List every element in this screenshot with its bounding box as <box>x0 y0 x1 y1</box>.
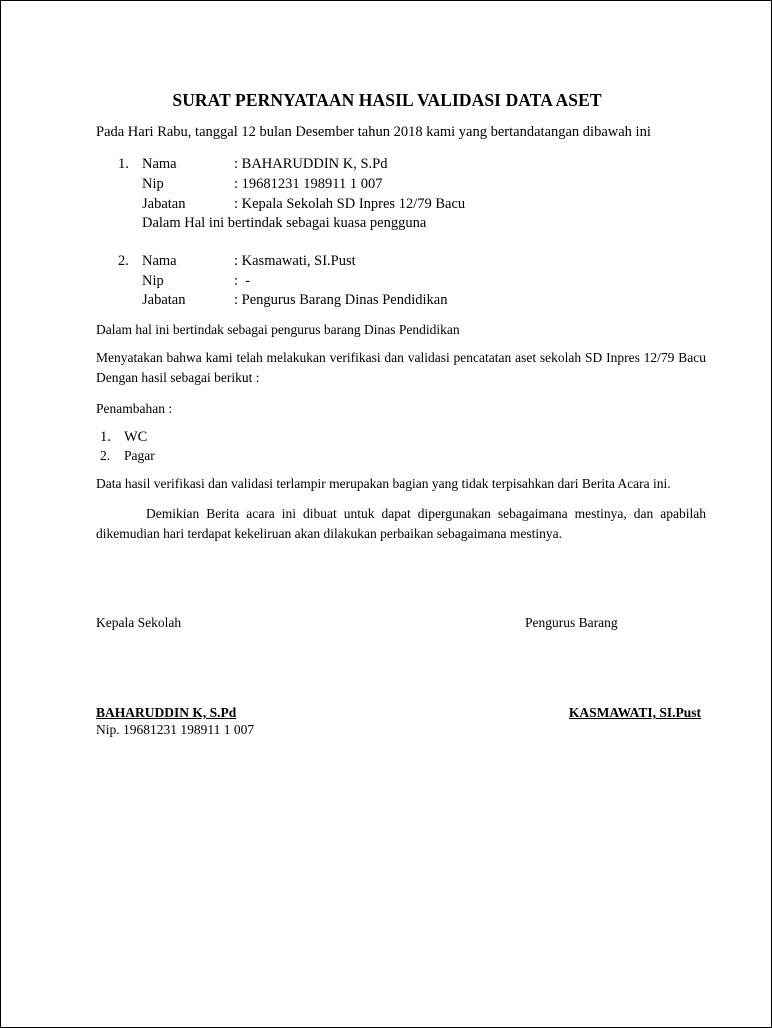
person-number: 1. <box>118 156 129 172</box>
additions-label: Penambahan : <box>96 401 173 416</box>
list-item: WC <box>124 429 148 445</box>
jabatan-label: Jabatan <box>142 292 186 308</box>
name-value: : Kasmawati, SI.Pust <box>234 253 356 269</box>
jabatan-value: : Kepala Sekolah SD Inpres 12/79 Bacu <box>234 196 466 212</box>
list-item-number: 1. <box>100 429 111 445</box>
closing-paragraph: Demikian Berita acara ini dibuat untuk dapat dipergunakan sebagaimana mestinya, dan apabilah dikemudian hari terdapat kekeliruan akan dilakukan perbaikan sebagaimana mestinya. <box>96 506 706 541</box>
left-signatory-nip: Nip. 19681231 198911 1 007 <box>96 722 255 737</box>
role-note-2: Dalam hal ini bertindak sebagai pengurus barang Dinas Pendidikan <box>96 322 460 337</box>
name-label: Nama <box>142 156 177 172</box>
list-item-number: 2. <box>100 448 111 463</box>
nip-label: Nip <box>142 176 164 192</box>
right-signatory-name: KASMAWATI, SI.Pust <box>568 705 701 720</box>
left-signatory-name: BAHARUDDIN K, S.Pd <box>96 705 237 720</box>
name-value: : BAHARUDDIN K, S.Pd <box>234 156 388 172</box>
nip-label: Nip <box>142 273 164 289</box>
right-signature-title: Pengurus Barang <box>525 615 618 630</box>
opening-sentence: Pada Hari Rabu, tanggal 12 bulan Desember tahun 2018 kami yang bertandatangan dibawah ini <box>96 124 651 140</box>
jabatan-label: Jabatan <box>142 196 186 212</box>
list-item: Pagar <box>124 448 155 463</box>
nip-value: : 19681231 198911 1 007 <box>234 176 383 192</box>
role-note: Dalam Hal ini bertindak sebagai kuasa pengguna <box>142 215 427 231</box>
data-note: Data hasil verifikasi dan validasi terlampir merupakan bagian yang tidak terpisahkan dari Berita Acara ini. <box>96 476 671 491</box>
left-signature-title: Kepala Sekolah <box>96 615 182 630</box>
person-number: 2. <box>118 253 129 269</box>
jabatan-value: : Pengurus Barang Dinas Pendidikan <box>234 292 448 308</box>
statement-paragraph: Menyatakan bahwa kami telah melakukan verifikasi dan validasi pencatatan aset sekolah SD Inpres 12/79 Bacu Dengan hasil sebagai berikut : <box>96 350 706 385</box>
document-title: SURAT PERNYATAAN HASIL VALIDASI DATA ASET <box>172 90 602 110</box>
nip-value: : - <box>234 273 251 289</box>
name-label: Nama <box>142 253 177 269</box>
